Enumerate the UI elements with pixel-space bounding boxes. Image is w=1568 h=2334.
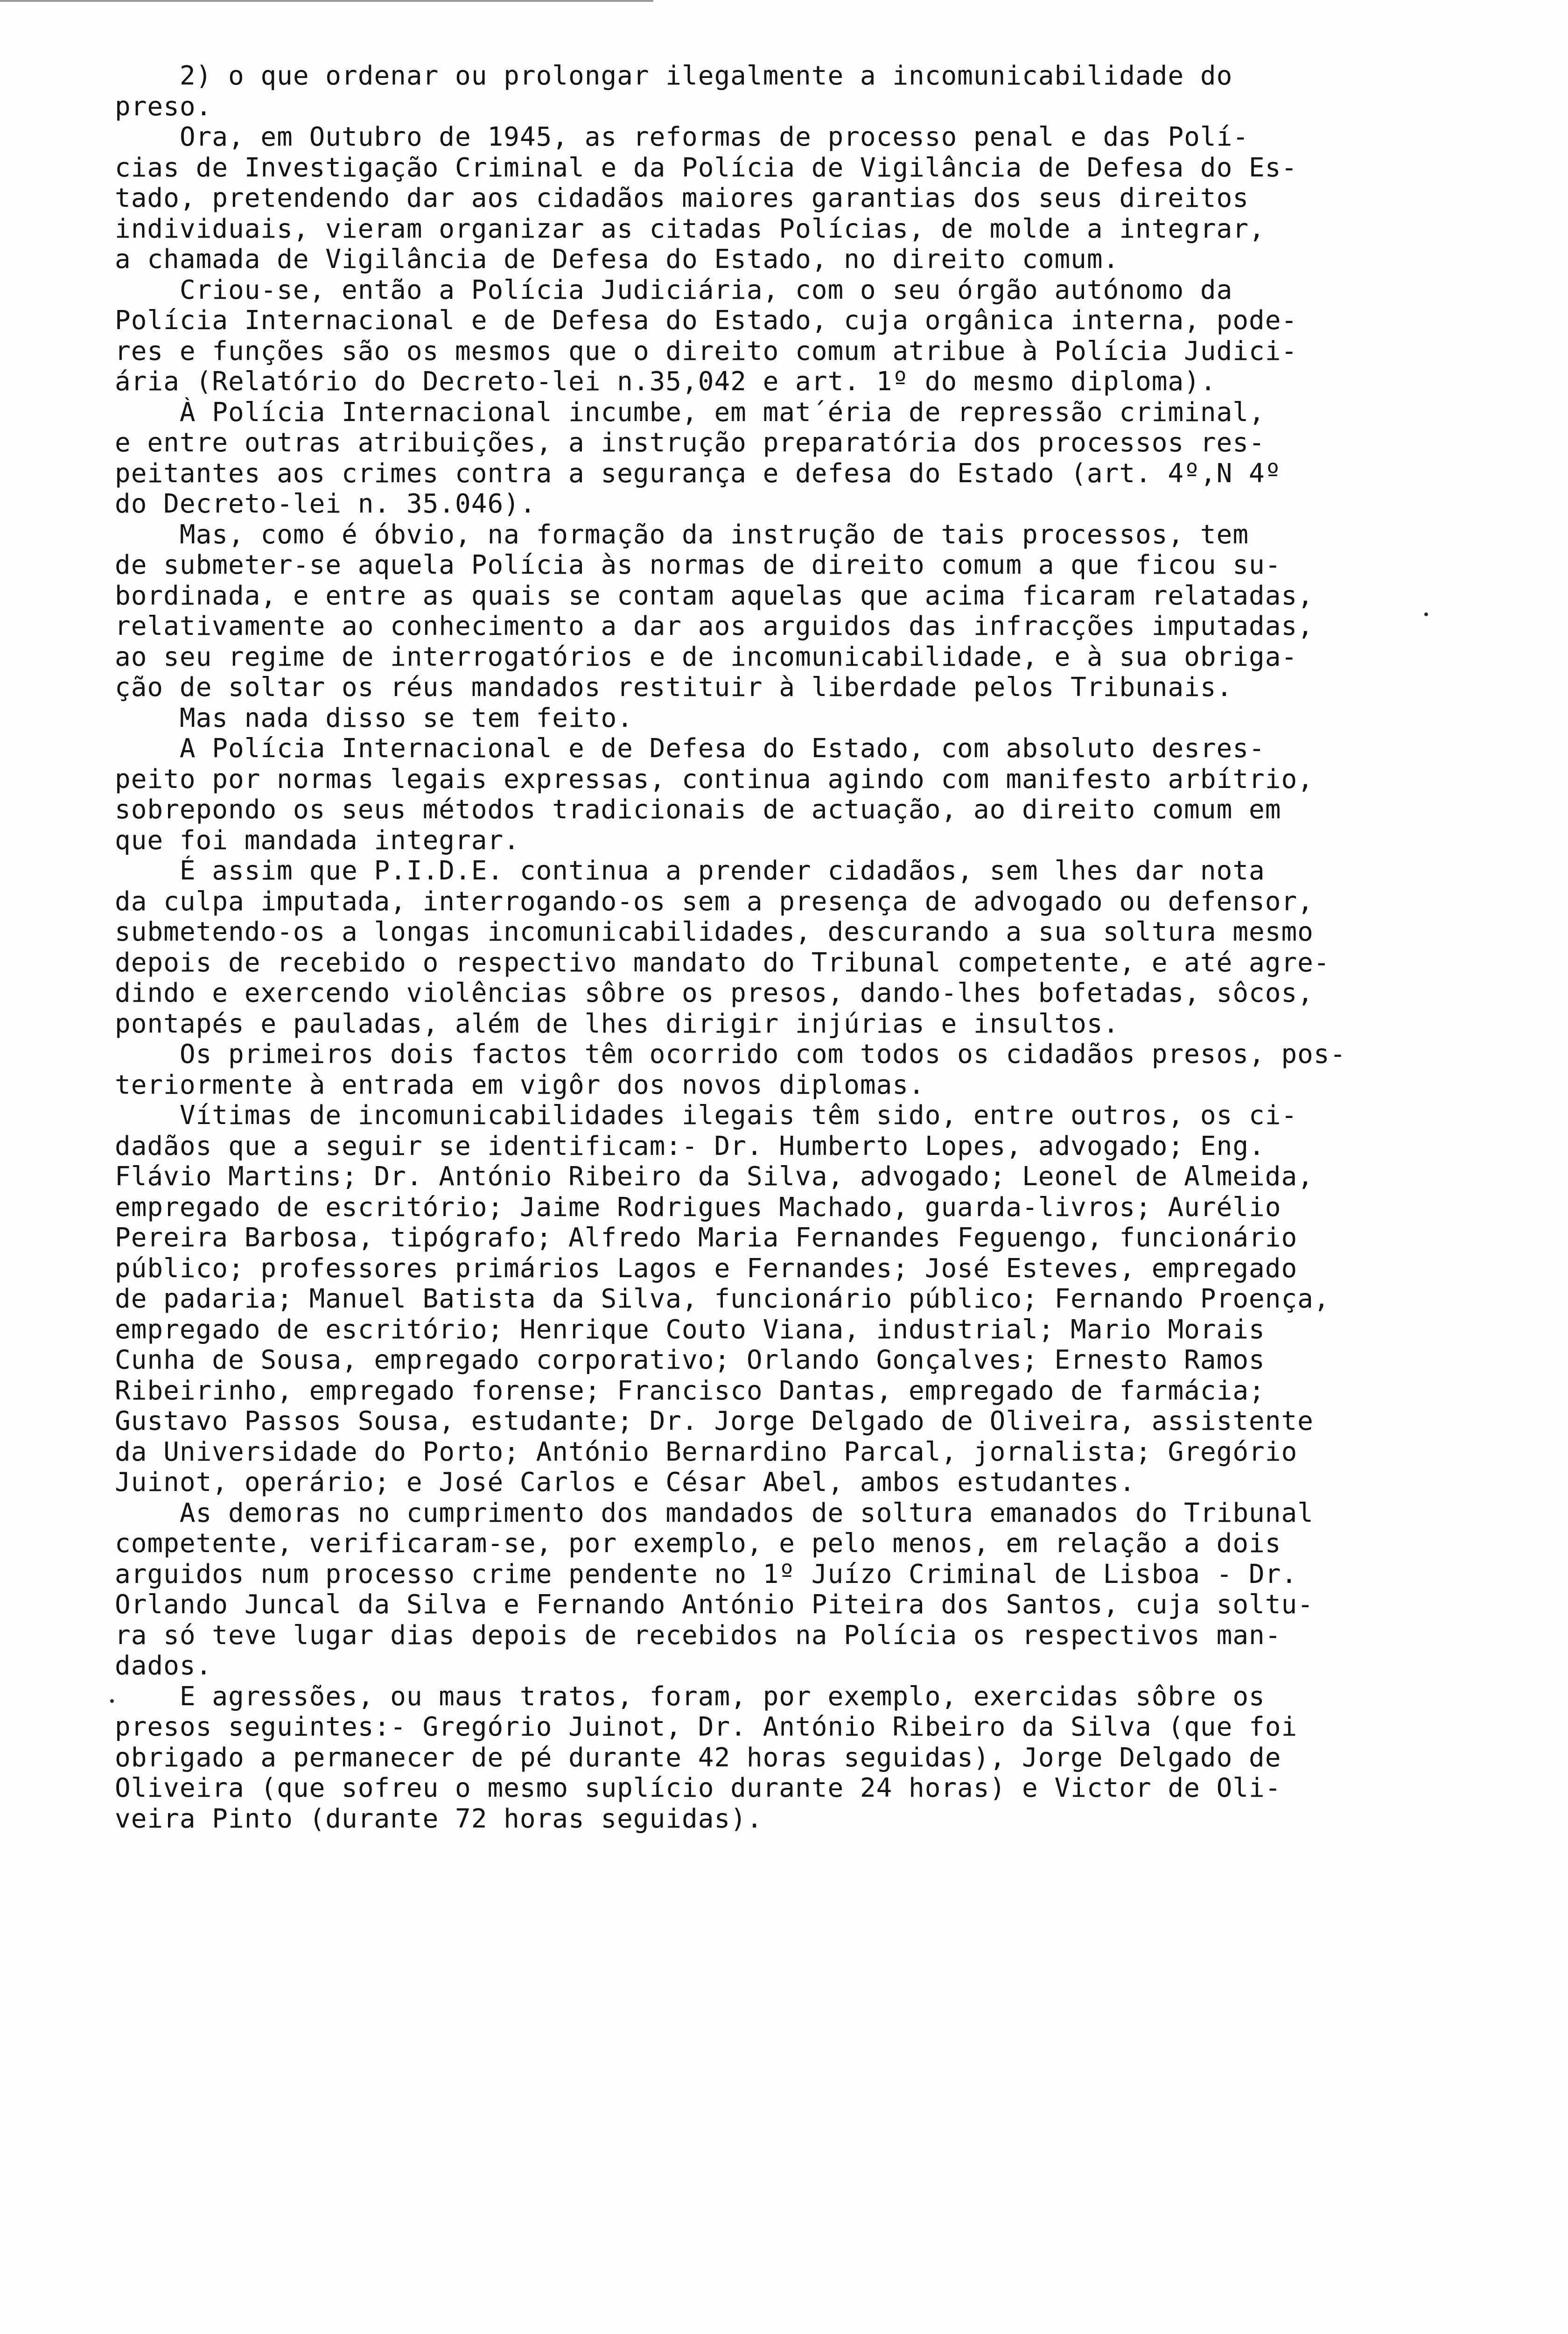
text-line: Cunha de Sousa, empregado corporativo; Orlando Gonçalves; Ernesto Ramos bbox=[115, 1345, 1265, 1375]
text-line: Orlando Juncal da Silva e Fernando António Piteira dos Santos, cuja soltu- bbox=[115, 1589, 1314, 1620]
text-line: bordinada, e entre as quais se contam aquelas que acima ficaram relatadas, bbox=[115, 580, 1314, 611]
text-line: dadãos que a seguir se identificam:- Dr. Humberto Lopes, advogado; Eng. bbox=[115, 1131, 1265, 1161]
text-line: 2) o que ordenar ou prolongar ilegalmente a incomunicabilidade do bbox=[115, 61, 1233, 91]
text-line: relativamente ao conhecimento a dar aos arguidos das infracções imputadas, bbox=[115, 611, 1314, 641]
text-line: de submeter-se aquela Polícia às normas de direito comum a que ficou su- bbox=[115, 550, 1281, 580]
text-line: Pereira Barbosa, tipógrafo; Alfredo Maria Fernandes Feguengo, funcionário bbox=[115, 1223, 1298, 1253]
text-line: e entre outras atribuições, a instrução preparatória dos processos res- bbox=[115, 428, 1265, 458]
text-line: Oliveira (que sofreu o mesmo suplício durante 24 horas) e Victor de Oli- bbox=[115, 1773, 1281, 1803]
text-line: preso. bbox=[115, 91, 212, 122]
text-line: cias de Investigação Criminal e da Polícia de Vigilância de Defesa do Es- bbox=[115, 152, 1298, 183]
text-line: res e funções são os mesmos que o direito comum atribue à Polícia Judici- bbox=[115, 336, 1298, 366]
text-line: dindo e exercendo violências sôbre os presos, dando-lhes bofetadas, sôcos, bbox=[115, 978, 1314, 1008]
text-line: As demoras no cumprimento dos mandados de soltura emanados do Tribunal bbox=[115, 1497, 1314, 1528]
text-line: do Decreto-lei n. 35.046). bbox=[115, 489, 536, 519]
scan-speck bbox=[1424, 612, 1428, 616]
scan-speck bbox=[110, 1699, 114, 1703]
text-line: da Universidade do Porto; António Bernardino Parcal, jornalista; Gregório bbox=[115, 1436, 1298, 1467]
text-line: ária (Relatório do Decreto-lei n.35,042 e art. 1º do mesmo diploma). bbox=[115, 366, 1217, 397]
text-line: peito por normas legais expressas, continua agindo com manifesto arbítrio, bbox=[115, 764, 1314, 794]
text-line: É assim que P.I.D.E. continua a prender cidadãos, sem lhes dar nota bbox=[115, 856, 1265, 886]
text-line: À Polícia Internacional incumbe, em mat´éria de repressão criminal, bbox=[115, 397, 1265, 428]
text-line: empregado de escritório; Jaime Rodrigues Machado, guarda-livros; Aurélio bbox=[115, 1192, 1281, 1223]
text-line: Ora, em Outubro de 1945, as reformas de processo penal e das Polí- bbox=[115, 122, 1249, 152]
text-line: Juinot, operário; e José Carlos e César Abel, ambos estudantes. bbox=[115, 1467, 1136, 1497]
scan-edge-line bbox=[0, 0, 653, 2]
text-line: público; professores primários Lagos e Fernandes; José Esteves, empregado bbox=[115, 1253, 1298, 1284]
text-line: presos seguintes:- Gregório Juinot, Dr. António Ribeiro da Silva (que foi bbox=[115, 1712, 1298, 1742]
text-line: Mas nada disso se tem feito. bbox=[115, 703, 633, 733]
text-line: peitantes aos crimes contra a segurança e defesa do Estado (art. 4º,N 4º bbox=[115, 458, 1281, 489]
text-line: tado, pretendendo dar aos cidadãos maiores garantias dos seus direitos bbox=[115, 183, 1249, 213]
text-line: submetendo-os a longas incomunicabilidades, descurando a sua soltura mesmo bbox=[115, 917, 1314, 947]
text-line: arguidos num processo crime pendente no 1º Juízo Criminal de Lisboa - Dr. bbox=[115, 1559, 1298, 1589]
text-line: sobrepondo os seus métodos tradicionais de actuação, ao direito comum em bbox=[115, 794, 1281, 825]
text-line: ra só teve lugar dias depois de recebidos na Polícia os respectivos man- bbox=[115, 1620, 1281, 1651]
text-line: Ribeirinho, empregado forense; Francisco Dantas, empregado de farmácia; bbox=[115, 1375, 1265, 1406]
text-line: Gustavo Passos Sousa, estudante; Dr. Jorge Delgado de Oliveira, assistente bbox=[115, 1406, 1314, 1436]
text-line: Polícia Internacional e de Defesa do Estado, cuja orgânica interna, pode- bbox=[115, 305, 1298, 336]
typewritten-text bbox=[115, 61, 1477, 1834]
text-line: Os primeiros dois factos têm ocorrido com todos os cidadãos presos, pos- bbox=[115, 1039, 1346, 1069]
text-line: da culpa imputada, interrogando-os sem a presença de advogado ou defensor, bbox=[115, 886, 1314, 917]
text-line: pontapés e pauladas, além de lhes dirigir injúrias e insultos. bbox=[115, 1008, 1120, 1039]
text-line: competente, verificaram-se, por exemplo, e pelo menos, em relação a dois bbox=[115, 1528, 1281, 1559]
text-line: que foi mandada integrar. bbox=[115, 825, 520, 856]
text-line: Vítimas de incomunicabilidades ilegais têm sido, entre outros, os ci- bbox=[115, 1100, 1298, 1131]
text-line: de padaria; Manuel Batista da Silva, funcionário público; Fernando Proença, bbox=[115, 1284, 1330, 1314]
text-line: E agressões, ou maus tratos, foram, por exemplo, exercidas sôbre os bbox=[115, 1681, 1265, 1712]
text-line: Mas, como é óbvio, na formação da instrução de tais processos, tem bbox=[115, 519, 1249, 550]
text-line: Flávio Martins; Dr. António Ribeiro da Silva, advogado; Leonel de Almeida, bbox=[115, 1161, 1314, 1192]
text-line: depois de recebido o respectivo mandato do Tribunal competente, e até agre- bbox=[115, 947, 1330, 978]
text-line: A Polícia Internacional e de Defesa do Estado, com absoluto desres- bbox=[115, 733, 1265, 764]
text-line: veira Pinto (durante 72 horas seguidas). bbox=[115, 1803, 763, 1834]
text-line: Criou-se, então a Polícia Judiciária, com o seu órgão autónomo da bbox=[115, 274, 1233, 305]
text-line: dados. bbox=[115, 1651, 212, 1681]
text-line: obrigado a permanecer de pé durante 42 horas seguidas), Jorge Delgado de bbox=[115, 1742, 1281, 1773]
text-line: ção de soltar os réus mandados restituir à liberdade pelos Tribunais. bbox=[115, 672, 1233, 703]
text-line: ao seu regime de interrogatórios e de incomunicabilidade, e à sua obriga- bbox=[115, 641, 1298, 672]
text-line: individuais, vieram organizar as citadas Polícias, de molde a integrar, bbox=[115, 213, 1265, 244]
text-line: a chamada de Vigilância de Defesa do Estado, no direito comum. bbox=[115, 244, 1120, 274]
text-line: empregado de escritório; Henrique Couto Viana, industrial; Mario Morais bbox=[115, 1314, 1265, 1345]
text-line: teriormente à entrada em vigôr dos novos diplomas. bbox=[115, 1069, 925, 1100]
